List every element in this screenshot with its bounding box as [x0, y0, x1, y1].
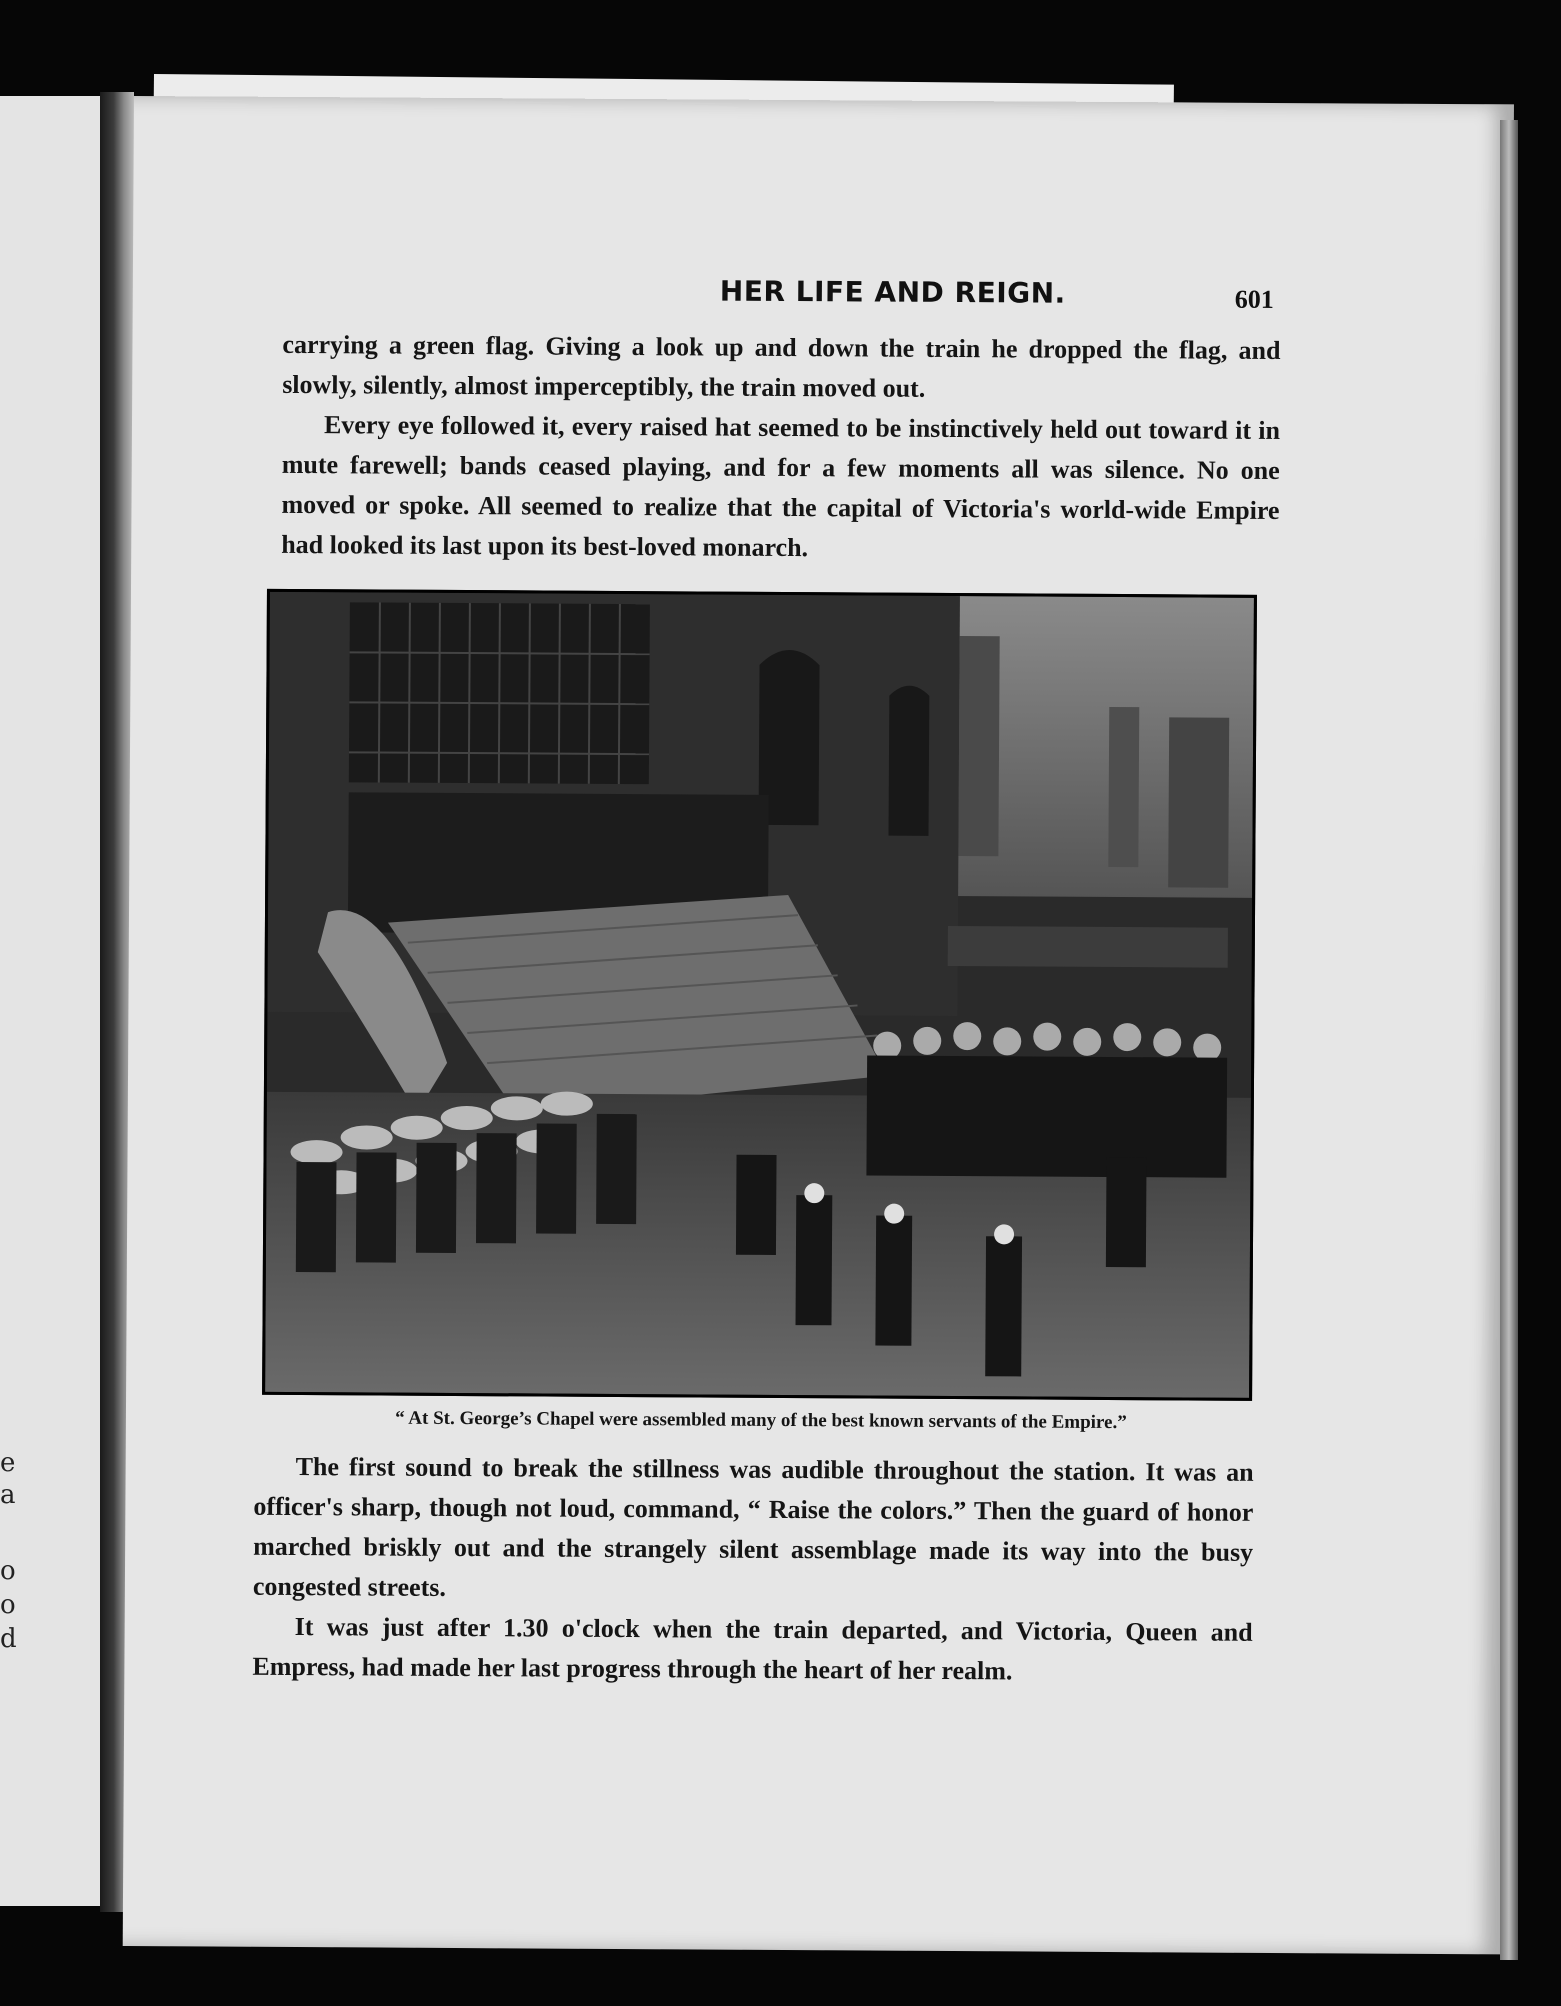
paragraph: It was just after 1.30 o'clock when the train departed, and Victoria, Queen and Empress, had made her last progress through the heart of her realm. [252, 1612, 1253, 1686]
paragraph: carrying a green flag. Giving a look up and down the train he dropped the flag, and slowly, silently, almost imperceptibly, the train moved out. [282, 329, 1281, 403]
left-page-fragment: e [0, 1448, 16, 1478]
page-number: 601 [1234, 284, 1274, 314]
left-page-fragment: o [0, 1556, 16, 1586]
page-right-edge [1500, 120, 1518, 1960]
photo-illustration [265, 592, 1254, 1398]
left-page-fragment: a [0, 1480, 16, 1510]
chapel-photograph [262, 589, 1257, 1401]
book-page [123, 96, 1514, 1954]
photo-caption: “ At St. George’s Chapel were assembled many of the best known servants of the Empire.” [395, 1407, 1127, 1434]
left-page-fragment: o [0, 1590, 16, 1620]
text-block-bottom [252, 1447, 1253, 1693]
running-head: HER LIFE AND REIGN. [719, 274, 1066, 310]
text-block-top [281, 325, 1280, 571]
paragraph: The first sound to break the stillness was audible throughout the station. It was an officer's sharp, though not loud, command, “ Raise the colors.” Then the guard of honor marched briskly out and the strangely silent assemblage made its way into the busy congested streets. [252, 1452, 1254, 1602]
left-page-fragment: d [0, 1624, 17, 1654]
paragraph: Every eye followed it, every raised hat seemed to be instinctively held out toward it in mute farewell; bands ceased playing, and for a few moments all was silence. No one moved or spoke. All seemed to realize that the capital of Victoria's world-wide Empire had looked its last upon its best-loved monarch. [281, 410, 1281, 563]
